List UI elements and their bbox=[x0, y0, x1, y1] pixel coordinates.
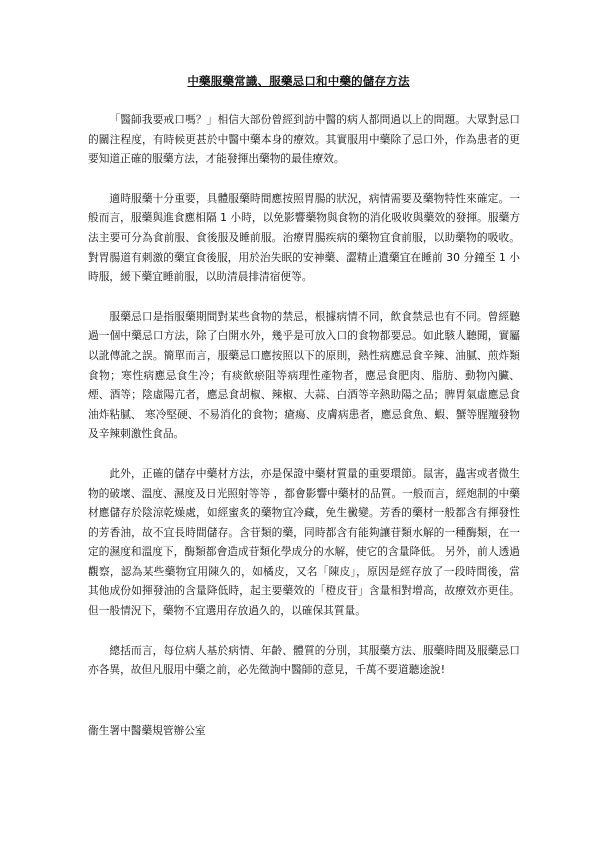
paragraph-5: 總括而言，每位病人基於病情、年齡、體質的分別，其服藥方法、服藥時間及服藥忌口亦各異，故但凡服用中藥之前，必先徵詢中醫師的意見，千萬不要道聽途說! bbox=[88, 643, 520, 677]
document-title: 中藥服藥常識、服藥忌口和中藥的儲存方法 bbox=[187, 74, 410, 88]
signature-office: 衞生署中醫藥規管辦公室 bbox=[88, 724, 206, 737]
paragraph-4: 此外，正確的儲存中藥材方法，亦是保證中藥材質量的重要環節。鼠害，蟲害或者微生物的破壞、溫度、濕度及日光照射等等 ，都會影響中藥材的品質。一般而言，經炮制的中藥材應儲存於陰涼乾燥處，如經蜜炙的藥物宜冷藏，免生黴變。芳香的藥材一般都含有揮發性的芳香油，故不宜長時間儲存。含苷類的藥，同時都含有能夠讓苷類水解的一種酶類，在一定的濕度和溫度下，酶類都會造成苷類化學成分的水解，使它的含量降低。 另外，前人透過觀察，認為某些藥物宜用陳久的，如橘皮，又名「陳皮」，原因是經存放了一段時間後，當其他成份如揮發油的含量降低時，起主要藥效的「橙皮苷」含量相對增高，故療效亦更佳。但一般情況下，藥物不宜選用存放過久的，以確保其質量。 bbox=[88, 466, 520, 618]
document-body bbox=[88, 110, 520, 700]
paragraph-1: 「醫師我要戒口嗎？」相信大部份曾經到訪中醫的病人都問過以上的問題。大眾對忌口的關注程度，有時候更甚於中醫中藥本身的療效。其實服用中藥除了忌口外，作為患者的更要知道正確的服藥方法，才能發揮出藥物的最佳療效。 bbox=[88, 113, 520, 166]
paragraph-2: 適時服藥十分重要，具體服藥時間應按照胃腸的狀況，病情需要及藥物特性來確定。一般而言，服藥與進食應相隔 1 小時，以免影響藥物與食物的消化吸收與藥效的發揮。服藥方法主要可分為食前服、食後服及睡前服。治療胃腸疾病的藥物宜食前服，以助藥物的吸收。對胃腸道有刺激的藥宜食後服，用於治失眠的安神藥、澀精止遺藥宜在睡前 30 分鐘至 1 小時服，緩下藥宜睡前服，以助清晨排清宿便等。 bbox=[88, 191, 520, 284]
paragraph-3: 服藥忌口是指服藥期間對某些食物的禁忌，根據病情不同，飲食禁忌也有不同。曾經聽過一個中藥忌口方法，除了白開水外，幾乎是可放入口的食物都要忌。如此駭人聽聞，實屬以訛傳訛之誤。簡單而言，服藥忌口應按照以下的原則，熱性病應忌食辛辣、油膩、煎炸類食物；寒性病應忌食生冷；有痰飲瘀阻等病理性產物者，應忌食肥肉、脂肪、動物內臟、煙、酒等；陰虛陽亢者，應忌食胡椒、辣椒、大蒜、白酒等辛熱助陽之品；脾胃氣虛應忌食油炸粘膩、 寒冷堅硬、不易消化的食物；瘡瘍、皮膚病患者，應忌食魚、蝦、蟹等腥羶發物及辛辣刺激性食品。 bbox=[88, 309, 520, 441]
